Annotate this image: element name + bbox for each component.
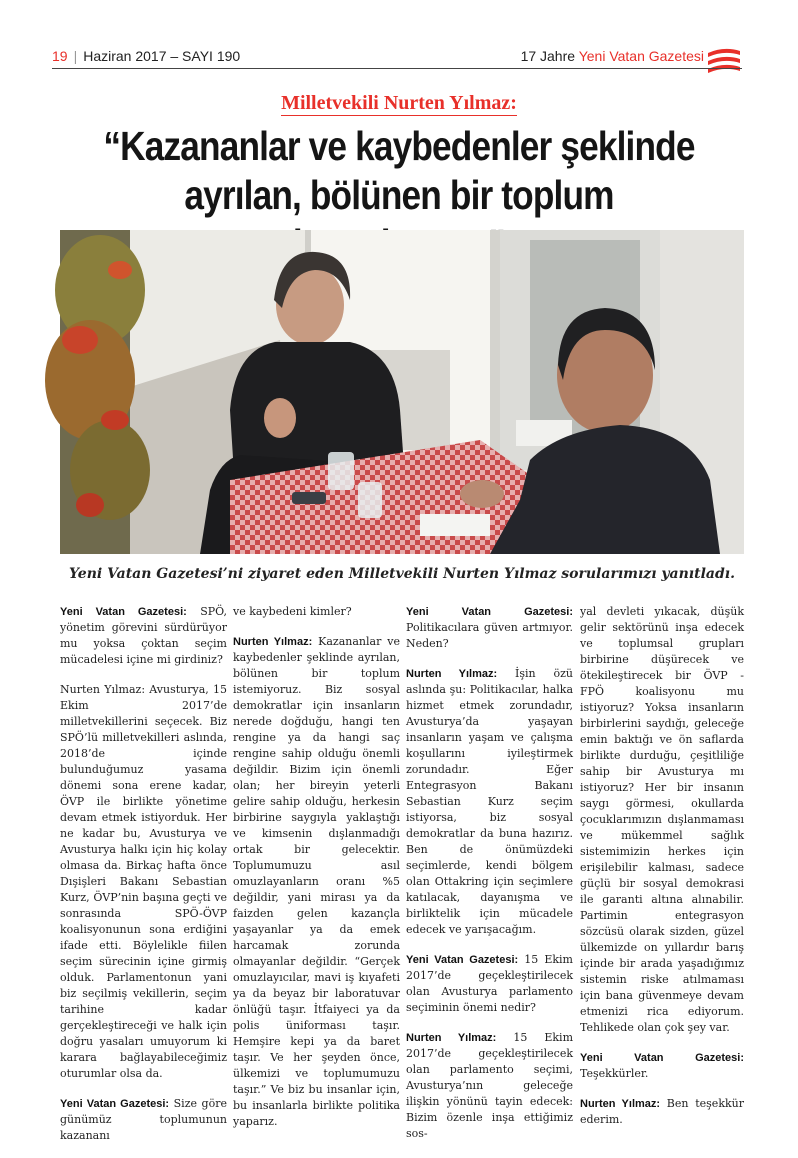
speaker-label: Nurten Yılmaz: [233,636,313,648]
paragraph-text: İşin özü aslında şu: Politikacılar, halka hizmet etmek zorundadır, Avusturya’da yaşayan insanların yaşam ve çalışma koşullarını iyileştirmek zorundadır. Eğer Entegrasyon Bakanı Sebastian Kurz seçim istiyorsa, biz sosyal demokratlar da buna hazırız. Ben de önümüzdeki seçimlerde, kendi bölgem olan Ottakring için seçimlere katılacak, dayanışma ve birliktelik için mücadele edecek ve yarışacağım. [406,667,574,936]
paragraph-text: Politikacılara güven artmıyor. Neden? [406,621,573,650]
paragraph-text: Kazananlar ve kaybedenler şeklinde ayrılan, bölünen bir toplum istemiyoruz. Biz sosyal demokratlar için insanların nerede doğduğu, hangi ten rengine ya da hangi saç rengine sahip olduğu önemli değildir. Bizim için önemli olan; her bireyin yeterli gelire sahip olduğu, herkesin birbirine saygıyla yaklaştığı ve kimsenin dışlanmadığı ortak bir gelecektir. Toplumumuzu asıl omuzlayanların oranı %5 değildir, yani mirası ya da faizden gelen kazançla yaşayanlar ya da emek harcamak zorunda olmayanlar değildir. “Gerçek omuzlayıcılar, mavi iş kıyafeti ya da beyaz bir laboratuvar önlüğü taşır. İtfaiyeci ya da polis üniforması taşır. Hemşire kepi ya da baret taşır. Ve her şeyden önce, ülkemizi ve toplumumuzu taşır.” Ve biz bu insanlar için, bu insanlarla birlikte politika yaparız. [233,635,400,1128]
page-header [0,0,798,70]
paragraph [233,634,400,1130]
text-column-4 [580,604,744,1142]
paragraph-text: 15 Ekim 2017’de geçekleştirilecek olan parlamento seçimi, Avusturya’nın geleceğe ilişkin yönünü tayin edecek: Bizim özenle inşa ettiğimiz sos- [406,1031,573,1140]
text-column-2 [233,604,400,1144]
paragraph [406,1030,573,1142]
text-column-3 [406,604,573,1156]
paragraph [406,604,573,652]
header-separator: | [73,48,78,64]
paragraph [60,682,227,1082]
brand-line [521,48,704,64]
text-column-1 [60,604,227,1158]
article-kicker [0,92,798,115]
paragraph [580,1050,744,1082]
paragraph [580,604,744,1036]
brand-name: Yeni Vatan Gazetesi [578,48,704,64]
speaker-label: Nurten Yılmaz: [406,668,498,680]
speaker-label: Yeni Vatan Gazetesi: [406,954,519,966]
speaker-label: Yeni Vatan Gazetesi: [60,1098,170,1110]
speaker-label: Yeni Vatan Gazetesi: [60,606,187,618]
paragraph [406,952,573,1016]
speaker-label: Yeni Vatan Gazetesi: [406,606,573,618]
paragraph-text: yal devleti yıkacak, düşük gelir sektörünü inşa edecek ve toplumsal grupları birbirine düşürecek ve ötekileştirecek bir ÖVP - FPÖ koalisyonu mu istiyoruz? Yoksa insanların birbirlerini saydığı, geleceğe emin baktığı ve ön saflarda birlikte durduğu, çeşitliliğe sahip bir Avusturya mı istiyoruz? Her bir insanın saygı görmesi, okullarda çocuklarımızın dışlanmaması ve mükemmel sağlık sistemimizin herkes için erişilebilir kalması, sadece güçlü bir sosyal demokrasi ile garanti altına alınabilir. Partimin entegrasyon sözcüsü olarak sizden, güzel ülkemizde on yıllardır barış içinde bir arada yaşadığımız sistemin riske atılmaması için bana güvenmeye devam etmenizi rica ediyorum. Tehlikede olan çok şey var. [580,605,744,1034]
speaker-label: Nurten Yılmaz: [406,1032,497,1044]
interview-photo [60,230,744,554]
header-rule [52,68,742,69]
page-number: 19 [52,48,68,64]
headline-line-2: ayrılan, bölünen bir toplum [184,172,614,218]
paragraph-text: Nurten Yılmaz: Avusturya, 15 Ekim 2017’de milletvekillerini seçecek. Biz SPÖ’lü milletvekilleri aslında, 2018’de içinde bulunduğumuz yasama dönemi sona erene kadar, ÖVP ile birlikte yönetime devam etmek istiyorduk. Her ne kadar bu, Avusturya ve Avusturya halkı için hiç kolay olmasa da. Birkaç hafta önce Dışişleri Bakanı Sebastian Kurz, ÖVP’nin başına geçti ve sonrasında SPÖ-ÖVP koalisyonunun sona erdiğini ifade etti. Böylelikle fiilen seçim sürecinin içine girmiş olduk. Parlamentonun yani biz seçilmiş vekillerin, seçim tarihine kadar gerçekleştireceği ve halk için doğru yasaları umuyorum ki karara bağlayabileceğimiz oturumlar olsa da. [60,683,227,1080]
anniversary-label: 17 Jahre [520,48,576,64]
paragraph [233,604,400,620]
paragraph-text: 15 Ekim 2017’de geçekleştirilecek olan Avusturya parlamento seçiminin önemi nedir? [406,953,573,1014]
paragraph-text: Teşekkürler. [580,1067,649,1080]
kicker-text: Milletvekili Nurten Yılmaz: [281,92,517,114]
paragraph [60,604,227,668]
speaker-label: Nurten Yılmaz: [580,1098,661,1110]
issue-info [52,48,240,64]
interview-photo-illustration [60,230,744,554]
paragraph [406,666,573,938]
paragraph-text: Size göre günümüz toplumunun kazananı [60,1097,227,1142]
paragraph [580,1096,744,1128]
photo-caption: Yeni Vatan Gazetesi’ni ziyaret eden Milletvekili Nurten Yılmaz sorularımızı yanıtladı. [69,566,735,582]
paragraph-text: ve kaybedeni kimler? [233,605,352,618]
headline-line-1: “Kazananlar ve kaybedenler şeklinde [103,123,695,169]
paragraph-text: Ben teşekkür ederim. [580,1097,744,1126]
paragraph-text: SPÖ, yönetim görevini sürdürüyor mu yoksa çoktan seçim mücadelesi içine mi girdiniz? [60,605,227,666]
issue-label: Haziran 2017 – SAYI 190 [83,48,241,64]
paragraph [60,1096,227,1144]
newspaper-logo-icon [706,44,742,74]
speaker-label: Yeni Vatan Gazetesi: [580,1052,744,1064]
